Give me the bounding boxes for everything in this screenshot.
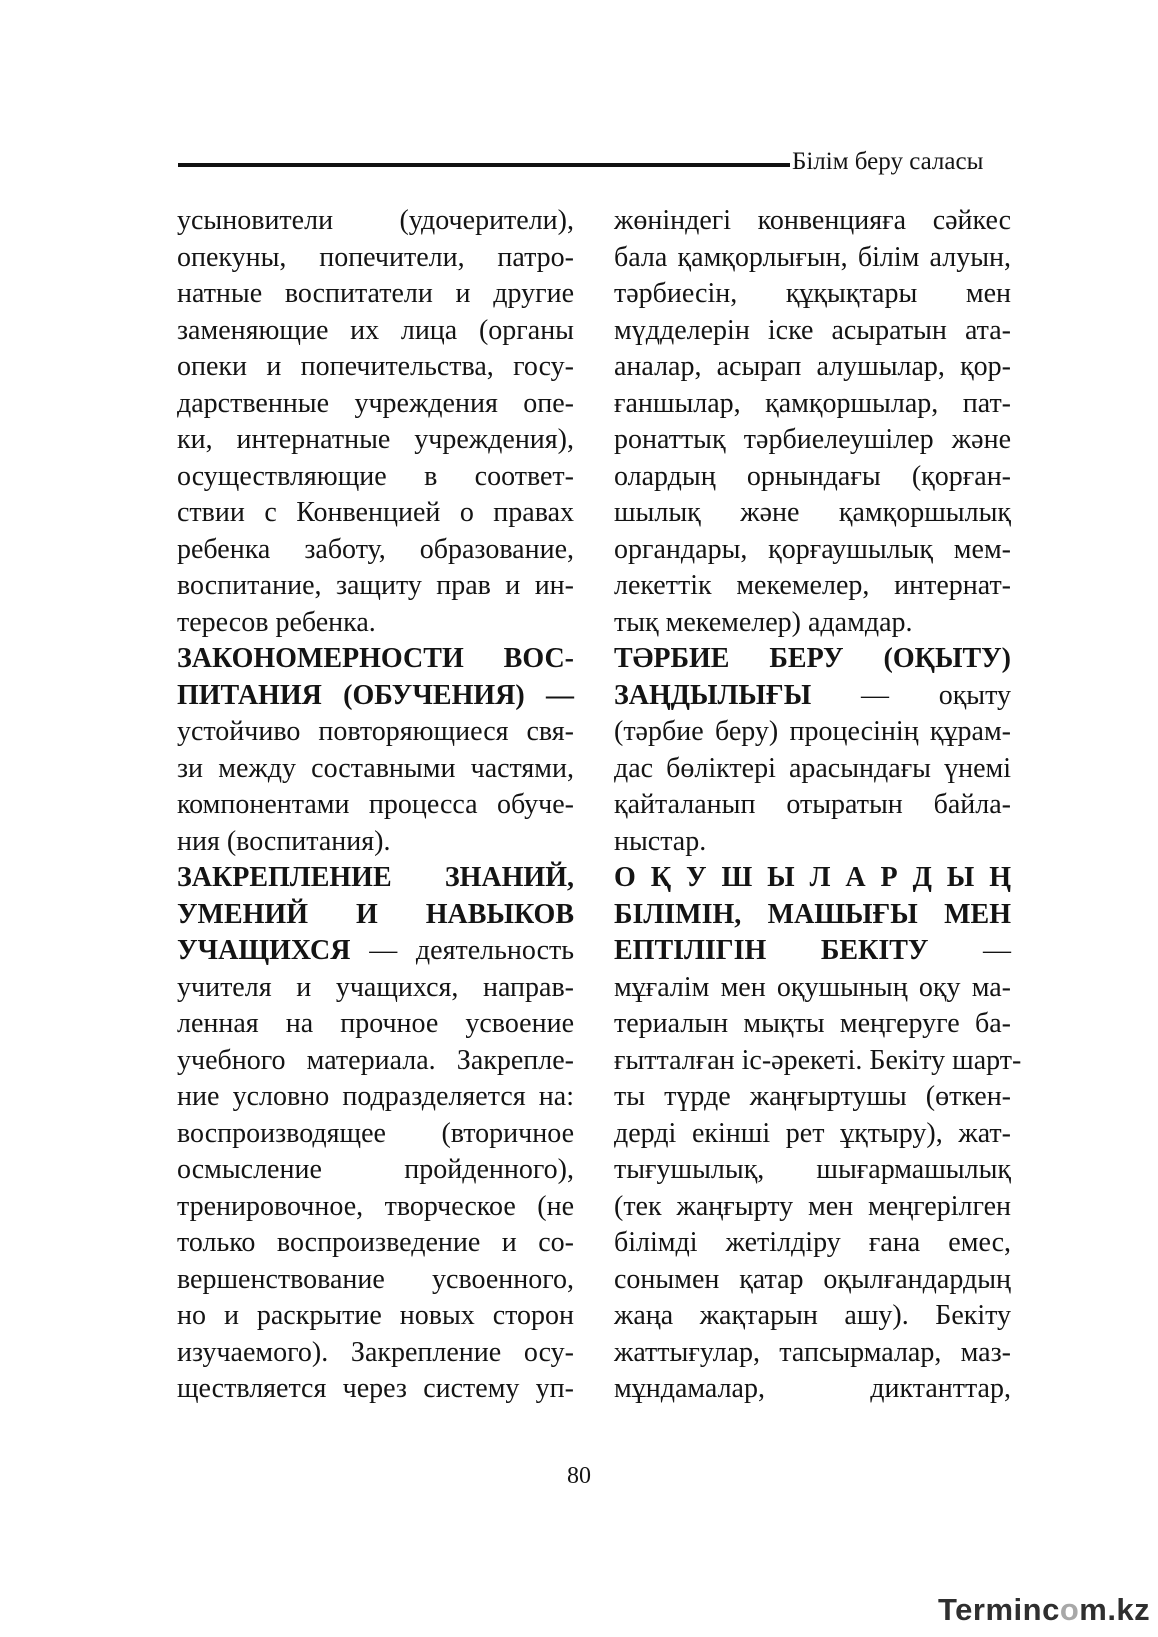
text-line: тығушылық, шығармашылық bbox=[614, 1154, 1011, 1185]
term-heading: УМЕНИЙ И НАВЫКОВ bbox=[177, 898, 574, 930]
mixed-line bbox=[177, 933, 574, 970]
text-line: териалын мықты меңгеруге ба- bbox=[614, 1008, 1011, 1039]
text-line: осуществляющие в соответ- bbox=[177, 460, 574, 492]
term-heading: УЧАЩИХСЯ bbox=[177, 935, 351, 966]
text-line: ғаншылар, қамқоршылар, пат- bbox=[614, 387, 1011, 419]
text-line: воспроизводящее (вторичное bbox=[177, 1117, 574, 1149]
right-column bbox=[614, 203, 1022, 1408]
text-line: только воспроизведение и со- bbox=[177, 1227, 574, 1258]
watermark-part: Termin bbox=[938, 1592, 1043, 1627]
text-line: усыновители (удочерители), bbox=[177, 205, 574, 236]
text-line: натные воспитатели и другие bbox=[177, 278, 574, 309]
text-line: ленная на прочное усвоение bbox=[177, 1008, 574, 1039]
text-line: дас бөліктері арасындағы үнемі bbox=[614, 752, 1011, 784]
definition-start: — bbox=[928, 935, 1012, 966]
text-line: дерді екінші рет ұқтыру), жат- bbox=[614, 1117, 1011, 1149]
text-line: устойчиво повторяющиеся свя- bbox=[177, 716, 574, 747]
text-line: (тәрбие беру) процесінің құрам- bbox=[614, 716, 1011, 747]
text-line: ронаттық тәрбиелеушілер және bbox=[614, 424, 1011, 455]
text-line: жаттығулар, тапсырмалар, маз- bbox=[614, 1336, 1011, 1368]
text-line: опеки и попечительства, госу- bbox=[177, 351, 574, 382]
text-line: (тек жаңғырту мен меңгерілген bbox=[614, 1190, 1011, 1222]
watermark-part: o bbox=[1059, 1592, 1080, 1627]
term-heading: ЗАКРЕПЛЕНИЕ ЗНАНИЙ, bbox=[177, 862, 574, 893]
term-heading: ТӘРБИЕ БЕРУ (ОҚЫТУ) bbox=[614, 643, 1011, 674]
text-line: тересов ребенка. bbox=[177, 606, 376, 638]
text-line: қайталанып отыратын байла- bbox=[614, 789, 1011, 820]
text-line: учебного материала. Закрепле- bbox=[177, 1044, 574, 1076]
text-line: ғытталған іс-әрекеті. Бекіту шарт- bbox=[614, 1044, 1022, 1076]
text-line: ствии с Конвенцией о правах bbox=[177, 497, 574, 528]
text-line: ребенка заботу, образование, bbox=[177, 533, 574, 565]
text-line: опекуны, попечители, патро- bbox=[177, 241, 574, 273]
text-line: воспитание, защиту прав и ин- bbox=[177, 570, 574, 601]
text-line: ществляется через систему уп- bbox=[177, 1373, 574, 1404]
term-heading: ЗАҢДЫЛЫҒЫ bbox=[614, 679, 812, 711]
text-line: аналар, асырап алушылар, қор- bbox=[614, 351, 1011, 382]
definition-start: — деятельность bbox=[350, 935, 574, 966]
text-line: лекеттік мекемелер, интернат- bbox=[614, 570, 1011, 601]
watermark-part: m.kz bbox=[1079, 1592, 1151, 1627]
term-heading: ПИТАНИЯ (ОБУЧЕНИЯ) — bbox=[177, 679, 574, 711]
text-line: сонымен қатар оқылғандардың bbox=[614, 1263, 1011, 1295]
running-title: Білім беру саласы bbox=[792, 148, 984, 175]
text-line: тәрбиесін, құқықтары мен bbox=[614, 278, 1011, 309]
text-line: ния (воспитания). bbox=[177, 825, 391, 857]
site-watermark bbox=[938, 1592, 1150, 1628]
text-line: органдары, қорғаушылық мем- bbox=[614, 533, 1011, 565]
text-line: тық мекемелер) адамдар. bbox=[614, 606, 913, 638]
text-line: олардың орнындағы (қорған- bbox=[614, 460, 1011, 492]
text-line: мұндамалар, диктанттар, bbox=[614, 1373, 1011, 1404]
term-heading: БІЛІМІН, МАШЫҒЫ МЕН bbox=[614, 898, 1011, 930]
mixed-line bbox=[614, 678, 1011, 715]
text-line: дарственные учреждения опе- bbox=[177, 387, 574, 419]
text-line: но и раскрытие новых сторон bbox=[177, 1300, 574, 1331]
text-line: жаңа жақтарын ашу). Бекіту bbox=[614, 1300, 1011, 1331]
text-line: шылық және қамқоршылық bbox=[614, 497, 1011, 528]
text-line: ние условно подразделяется на: bbox=[177, 1081, 574, 1112]
mixed-line bbox=[614, 933, 1011, 970]
term-heading: ЕПТІЛІГІН БЕКІТУ bbox=[614, 935, 929, 966]
text-line: учителя и учащихся, направ- bbox=[177, 971, 574, 1003]
page-number: 80 bbox=[567, 1463, 591, 1489]
term-heading: О Қ У Ш Ы Л А Р Д Ы Ң bbox=[614, 862, 1011, 893]
term-heading: ЗАКОНОМЕРНОСТИ ВОС- bbox=[177, 643, 574, 674]
text-line: заменяющие их лица (органы bbox=[177, 314, 574, 346]
header-rule bbox=[178, 163, 790, 167]
text-line: ки, интернатные учреждения), bbox=[177, 424, 574, 455]
text-line: зи между составными частями, bbox=[177, 752, 574, 784]
text-line: изучаемого). Закрепление осу- bbox=[177, 1336, 574, 1368]
text-line: тренировочное, творческое (не bbox=[177, 1190, 574, 1222]
text-line: компонентами процесса обуче- bbox=[177, 789, 574, 820]
watermark-part: c bbox=[1042, 1592, 1060, 1627]
text-line: мүдделерін іске асыратын ата- bbox=[614, 314, 1011, 346]
text-line: осмысление пройденного), bbox=[177, 1154, 574, 1185]
left-column bbox=[177, 203, 574, 1408]
text-line: ныстар. bbox=[614, 825, 707, 857]
text-line: ты түрде жаңғыртушы (өткен- bbox=[614, 1081, 1011, 1112]
text-line: мұғалім мен оқушының оқу ма- bbox=[614, 971, 1011, 1003]
text-line: жөніндегі конвенцияға сәйкес bbox=[614, 205, 1011, 236]
text-line: бала қамқорлығын, білім алуын, bbox=[614, 241, 1011, 273]
definition-start: — оқыту bbox=[811, 679, 1011, 711]
text-line: вершенствование усвоенного, bbox=[177, 1263, 574, 1295]
text-line: білімді жетілдіру ғана емес, bbox=[614, 1227, 1011, 1258]
